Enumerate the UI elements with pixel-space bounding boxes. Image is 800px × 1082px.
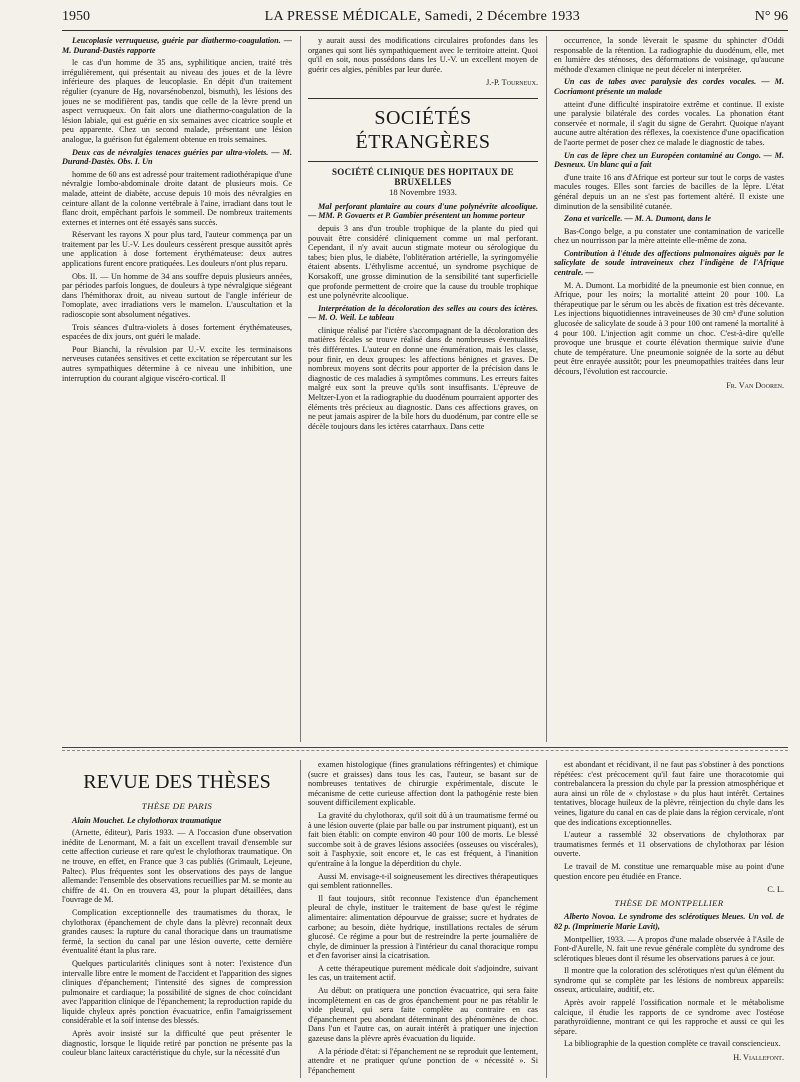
upper-column-1: [62, 36, 292, 742]
page-number: 1950: [62, 9, 90, 24]
paragraph: depuis 3 ans d'un trouble trophique de la plante du pied qui pouvait être considéré cliniquement comme un mal perforant. Cependant, il n'y avait aucun stigmate moteur ou sérologique du tabes; bien plus, le diabète, l'oblitération artérielle, la syringomyélie étaient absents. L'éthylisme accentué, un syndrome psychique de Korsakoff, une grosse diminution de la sensibilité tant superficielle que profonde permettent de croire que la cause du trouble trophique est une polynévrite alcoolique.: [308, 223, 538, 301]
paragraph: examen histologique (fines granulations réfringentes) et chimique (sucre et graisses) dans tous les cas, l'auteur, se basant sur de nombreuses tentatives de chirurgie expérimentale, discute le mécanisme de cette curieuse affection dont la pathogénie reste bien souvent difficilement explicable.: [308, 760, 538, 808]
paragraph: Aussi M. envisage-t-il soigneusement les directives thérapeutiques qui semblent rationnelles.: [308, 871, 538, 891]
paragraph: est abondant et récidivant, il ne faut pas s'obstiner à des ponctions répétées: c'est précocement qu'il faut faire une thoracotomie qui contrebalancera la pression du chyle par la pression atmosphérique et aura ainsi un rôle de « chylostase » du plus haut intérêt. Certaines tentatives, blocage huileux de la plèvre, réinjection du chyle dans les veines, ligature du canal en cas de plaie dans la région cervicale, n'ont que des indications exceptionnelles.: [554, 760, 784, 827]
paragraph: Au début: on pratiquera une ponction évacuatrice, qui sera faite incomplètement en cas de gros épanchement pour ne pas rétablir le vide pleural, qui sera faite complète au contraire en cas d'épanchement peu abondant déterminant des phénomènes de choc. Dans l'un et l'autre cas, on aurait intérêt à pratiquer une injection gazeuse dans la plèvre après évacuation du liquide.: [308, 986, 538, 1044]
signature: C. L.: [767, 885, 784, 895]
article-title: Alberto Novoa. Le syndrome des sclérotiques bleues. Un vol. de 82 p. (Imprimerie Marie Lavit),: [554, 912, 784, 931]
paragraph: Après avoir insisté sur la difficulté que peut présenter le diagnostic, lorsque le liquide retiré par ponction ne présente pas la couleur blanc laiteux caractéristique du chyle, sur la nécessité d'un: [62, 1029, 292, 1058]
article-title: Deux cas de névralgies tenaces guéries par ultra-violets. — M. Durand-Dastès. Obs. I. Un: [62, 147, 292, 167]
paragraph: clinique réalisé par l'ictère s'accompagnant de la décoloration des matières fécales se trouve réalisé dans de nombreuses éventualités très différentes. L'auteur en donne une énumération, mais les classe, pour finir, en deux groupes: les affections bénignes et graves. De nombreux moyens sont décrits pour apporter de la précision dans le diagnostic de ces maladies à symptômes communs. Les erreurs faites malgré eux sont la preuve qu'ils sont insuffisants. L'épreuve de Meltzer-Lyon et la radiographie du duodénum pourraient apporter des éléments très précieux au diagnostic. Dans ces affections graves, on ne peut jamais aspirer de la bile hors du duodénum, par contre elle se décèle toujours dans les ictères catarrhaux. Dans cette: [308, 325, 538, 431]
section-title: REVUE DES THÈSES: [83, 771, 271, 793]
paragraph: Pour Bianchi, la révulsion par U.-V. excite les terminaisons nerveuses cutanées sensitives et cette excitation se répercutant sur les autres sympathiques détermine à ce niveau une inhibition, une interruption du courant algique viscéro-cortical. Il: [62, 344, 292, 383]
paragraph: Quelques particularités cliniques sont à noter: l'existence d'un intervalle libre entre le moment de l'accident et l'apparition des signes cliniques d'épanchement; l'intensité des signes de compression pulmonaire et cardiaque; la possibilité de signes de choc coïncidant avec l'apparition clinique de l'épanchement; la reproduction rapide du liquide chyleux après ponction évacuatrice, enfin l'amaigrissement considérable et la soif intense des blessés.: [62, 958, 292, 1026]
paragraph: M. A. Dumont. La morbidité de la pneumonie est bien connue, en Afrique, pour les noirs; la mortalité atteint 20 pour 100. La thérapeutique par le sérum ou les abcès de fixation est très décevante. Les injections biquotidiennes intraveineuses de 30 cm³ d'une solution glucosée de salicylate de soude à 3 pour 100 ont ramené la mortalité à 4 pour 100. L'injection agit comme un choc. C'est-à-dire qu'elle provoque une brusque et courte élévation thermique suivie d'une chute de température. Une pneumonie soignée de la sorte au début peut être enrayée aussitôt; pour les pneumopathies traitées dans leur décours, l'évolution est raccourcie.: [554, 280, 784, 376]
article-title: Interprétation de la décoloration des selles au cours des ictères. — M. O. Weil. Le tableau: [308, 303, 538, 323]
paragraph: (Arnette, éditeur), Paris 1933. — A l'occasion d'une observation inédite de Lenormant, M. a fait un excellent travail d'ensemble sur cette affection curieuse et rare qu'est le chylothorax traumatique. On ne trouve, en effet, en France que 3 cas publiés (Grimault, Lejeune, Paltec). Plus fréquentes sont les observations des pays de langue allemande: l'ensemble des observations recueillies par M. se monte au chiffre de 41. On en trouvera 43, pour la plupart détaillées, dans l'ouvrage de M.: [62, 828, 292, 905]
signature: J.-P. Tourneux.: [486, 78, 538, 88]
paragraph: Après avoir rappelé l'ossification normale et le métabolisme calcique, il étudie les rapports de ce syndrome avec l'ostéose parathyroïdienne, montrant ce qui les rapproche et aussi ce qui les sépare.: [554, 998, 784, 1036]
paragraph: La bibliographie de la question complète ce travail consciencieux.: [564, 1039, 781, 1049]
paragraph: A cette thérapeutique purement médicale doit s'adjoindre, suivant les cas, un traitement actif.: [308, 963, 538, 983]
article-title: Mal perforant plantaire au cours d'une polynévrite alcoolique. — MM. P. Govaerts et P. Gambier présentent un homme porteur: [308, 201, 538, 221]
paragraph: A la période d'état: si l'épanchement ne se reproduit que lentement, attendre et ne pratiquer qu'une ponction de « nécessité ». Si l'épanchement: [308, 1046, 538, 1075]
paragraph: L'auteur a rassemblé 32 observations de chylothorax par traumatismes fermés et 11 observations de chylothorax par lésion ouverte.: [554, 830, 784, 859]
paragraph: homme de 60 ans est adressé pour traitement radiothérapique d'une névralgie lombo-abdominale droite datant de plusieurs mois. Ce malade, atteint de diabète, accuse depuis 10 mois des névralgies en ceinture allant de la colonne vertébrale à l'aine, irradiant dans tout le flanc droit, empêchant parfois le sommeil. De nombreux traitements externes et internes ont été essayés sans succès.: [62, 169, 292, 227]
column-divider: [300, 760, 301, 1078]
section-rule-dashed: [62, 750, 788, 751]
paragraph: Montpellier, 1933. — A propos d'une malade observée à l'Asile de Font-d'Aurelle, N. fait une revue générale complète du syndrome des sclérotiques bleues dont il résume les observations parues à ce jour.: [554, 934, 784, 963]
paragraph: Il faut toujours, sitôt reconnue l'existence d'un épanchement pleural de chyle, instituer le traitement de base qu'est le régime alimentaire: alimentation dépourvue de graisse; sucre et hydrates de carbone; au besoin, diète hydrique, instillations rectales de sérum glucosé. Ce régime a pour but de restreindre la perte journalière de chyle, de diminuer la pression à l'intérieur du canal thoracique rompu et d'en favoriser ainsi la cicatrisation.: [308, 893, 538, 961]
section-rule: [62, 747, 788, 748]
upper-column-2: [308, 36, 538, 742]
column-divider: [300, 36, 301, 742]
paragraph: Le travail de M. constitue une remarquable mise au point d'une question encore peu étudiée en France.: [554, 861, 784, 881]
article-title: Zona et varicelle. — M. A. Dumont, dans le: [564, 214, 712, 224]
article-title: Alain Mouchet. Le chylothorax traumatique: [72, 815, 222, 825]
paragraph: d'une traite 16 ans d'Afrique est porteur sur tout le corps de vastes macules rouges. Elles sont farcies de bacilles de la lèpre. L'état général depuis un an ne s'est pas fortement altéré. Il existe une diminution de la sensibilité cutanée.: [554, 172, 784, 211]
paragraph: Obs. II. — Un homme de 34 ans souffre depuis plusieurs années, par périodes parfois longues, de douleurs à type névralgique siégeant dans l'hémithorax droit, au niveau surtout de l'angle inférieur de l'omoplate, avec irradiations vers le mamelon. L'auscultation et la radioscopie sont absolument négatives.: [62, 271, 292, 320]
lower-column-2: [308, 760, 538, 1078]
paragraph: atteint d'une difficulté inspiratoire extrême et continue. Il existe une paralysie bilatérale des cordes vocales. La phonation étant conservée et normale, il s'agit du signe de Gerahrt. Quoique n'ayant aucune autre altération des réflexes, la coexistence d'une opacification de l'aorte permet de poser chez ce malade le diagnostic de tabes.: [554, 99, 784, 147]
paragraph: Trois séances d'ultra-violets à doses fortement érythémateuses, espacées de dix jours, ont guéri le malade.: [62, 322, 292, 342]
lower-column-3: [554, 760, 784, 1078]
page-header: [62, 6, 788, 28]
society-heading: SOCIÉTÉ CLINIQUE DES HOPITAUX DE BRUXELLES: [332, 166, 514, 187]
article-title: Un cas de lèpre chez un Européen contaminé au Congo. — M. Desneux. Un blanc qui a fait: [554, 150, 784, 170]
header-rule: [62, 30, 788, 31]
thesis-heading: THÈSE DE MONTPELLIER: [614, 897, 724, 908]
signature: H. Viallefont.: [733, 1053, 784, 1063]
paragraph: Réservant les rayons X pour plus tard, l'auteur commença par un traitement par les U.-V. Les douleurs cessèrent presque aussitôt après une application à dose fortement érythémateuse: deux autres applications furent encore pratiquées. Les douleurs n'ont plus reparu.: [62, 230, 292, 269]
lower-section: [62, 760, 788, 1078]
paragraph: La gravité du chylothorax, qu'il soit dû à un traumatisme fermé ou à une lésion ouverte (plaie par balle ou par instrument piquant), est un fait bien établi: on compte environ 40 pour 100 de morts. Le blessé succombe soit à de graves lésions associées (osseuses ou viscérales), soit à l'asphyxie, soit encore et, le cas est fréquent, à l'inanition qu'entraîne à la longue la déperdition du chyle.: [308, 810, 538, 868]
issue-number: N° 96: [754, 9, 788, 24]
upper-column-3: [554, 36, 784, 742]
upper-section: [62, 36, 788, 742]
paragraph: Bas-Congo belge, a pu constater une contamination de varicelle chez un nourrisson par la mère atteinte elle-même de zona.: [554, 226, 784, 246]
journal-title: LA PRESSE MÉDICALE, Samedi, 2 Décembre 1933: [264, 9, 581, 24]
paragraph: le cas d'un homme de 35 ans, syphilitique ancien, traité très irrégulièrement, qui présentait au niveau des joues et de la lèvre inférieure des plaques de leucoplasie. En dépit d'un traitement régulier (cyanure de Hg, novarsénobenzol, bismuth), les lésions des joues ne se modifièrent pas, tandis que celle de la lèvre prend un aspect verruqueux. On fait alors une diathermo-coagulation de la lésion labiale, qui est guérie en six semaines avec cicatrice souple et peu apparente. Chez un second malade, présentant une lésion analogue, la guérison fut également obtenue en trois semaines.: [62, 58, 292, 144]
thesis-heading: THÈSE DE PARIS: [141, 801, 213, 811]
section-title: SOCIÉTÉS ÉTRANGÈRES: [308, 98, 538, 162]
article-title: Contribution à l'étude des affections pulmonaires aiguës par le salicylate de soude intraveineux chez l'indigène de l'Afrique centrale. —: [554, 248, 784, 278]
article-title: Un cas de tabes avec paralysie des cordes vocales. — M. Cocriamont présente un malade: [554, 77, 784, 96]
paragraph: Il montre que la coloration des sclérotiques n'est qu'un élément du syndrome qui se complète par les lésions de nombreux appareils: osseux, articulaire, auditif, etc.: [554, 966, 784, 995]
session-date: 18 Novembre 1933.: [389, 187, 457, 198]
paragraph: Complication exceptionnelle des traumatismes du thorax, le chylothorax (épanchement de chyle dans la plèvre) reconnaît deux grandes causes: la rupture du canal thoracique dans un traumatisme fermé, la section du canal par une lésion ouverte, cette dernière éventualité étant la plus rare.: [62, 907, 292, 956]
paragraph: y aurait aussi des modifications circulaires profondes dans les organes qui sont liés sympathiquement avec le territoire atteint. Quoi qu'il en soit, nous possédons dans les U.-V. un excellent moyen de guérir ces algies, pénibles par leur durée.: [308, 36, 538, 74]
article-title: Leucoplasie verruqueuse, guérie par diathermo-coagulation. — M. Durand-Dastès rapporte: [62, 36, 292, 55]
paragraph: occurrence, la sonde lèverait le spasme du sphincter d'Oddi responsable de la rétention. La radiographie du duodénum, elle, met en lumière des sténoses, des déformations de voisinage, qu'aucune méthode d'examen clinique ne peut déceler ni interpréter.: [554, 36, 784, 74]
column-divider: [546, 36, 547, 742]
column-divider: [546, 760, 547, 1078]
signature: Fr. Van Dooren.: [726, 380, 784, 390]
lower-column-1: [62, 760, 292, 1078]
